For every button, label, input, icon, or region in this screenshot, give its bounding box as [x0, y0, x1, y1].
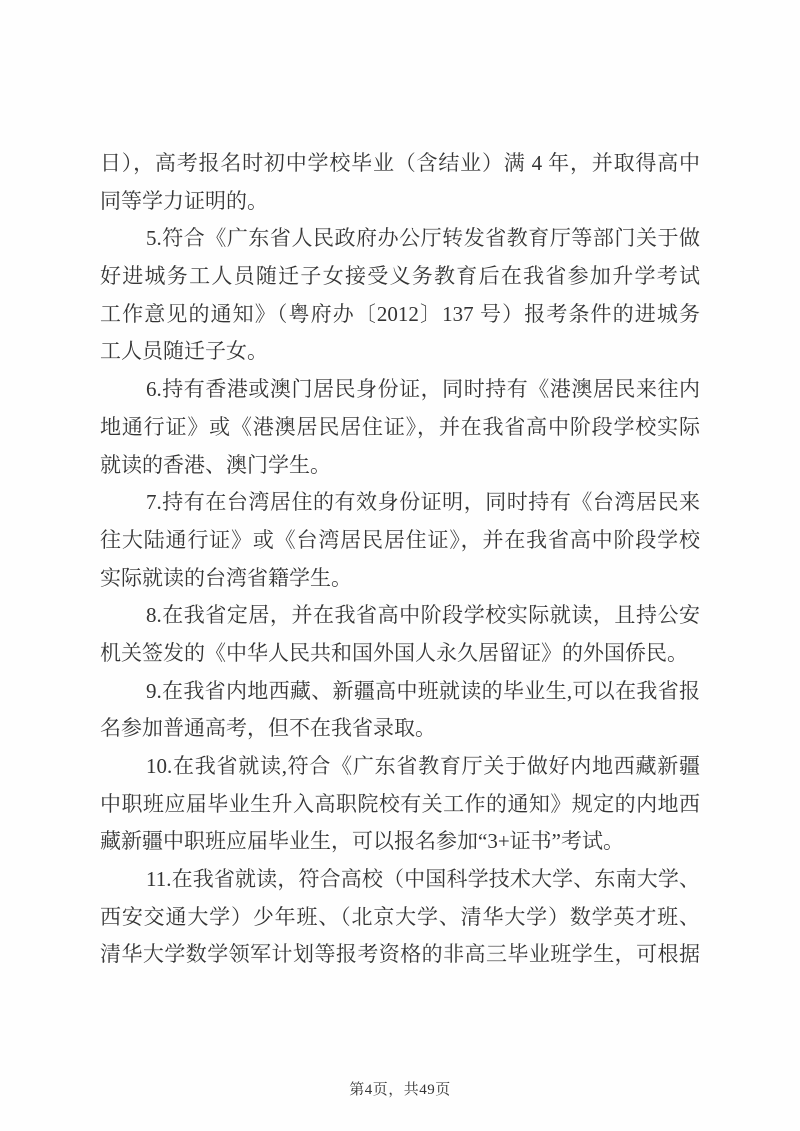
text-line: 11.在我省就读，符合高校（中国科学技术大学、东南大学、 [146, 867, 700, 892]
text-line: 9.在我省内地西藏、新疆高中班就读的毕业生,可以在我省报 [146, 678, 700, 703]
text-line: 工人员随迁子女。 [100, 339, 268, 364]
text-line: 藏新疆中职班应届毕业生，可以报名参加“3+证书”考试。 [100, 829, 624, 854]
text-line: 同等学力证明的。 [100, 188, 268, 213]
text-line: 8.在我省定居，并在我省高中阶段学校实际就读，且持公安 [146, 603, 700, 628]
text-line: 日），高考报名时初中学校毕业（含结业）满 4 年，并取得高中 [100, 151, 700, 175]
text-line: 实际就读的台湾省籍学生。 [100, 565, 352, 590]
text-line: 工作意见的通知》（粤府办〔2012〕137 号）报考条件的进城务 [100, 301, 700, 326]
text-line: 就读的香港、澳门学生。 [100, 452, 331, 477]
text-line: 西安交通大学）少年班、（北京大学、清华大学）数学英才班、 [100, 904, 700, 929]
page-footer: 第4页，共49页 [349, 1082, 451, 1098]
text-line: 机关签发的《中华人民共和国外国人永久居留证》的外国侨民。 [100, 640, 688, 665]
document-text-block [100, 145, 700, 974]
text-line: 5.符合《广东省人民政府办公厅转发省教育厅等部门关于做 [146, 226, 700, 251]
text-line: 清华大学数学领军计划等报考资格的非高三毕业班学生，可根据 [100, 942, 700, 967]
text-line: 往大陆通行证》或《台湾居民居住证》，并在我省高中阶段学校 [100, 527, 700, 552]
text-line: 名参加普通高考，但不在我省录取。 [100, 716, 436, 741]
text-line: 中职班应届毕业生升入高职院校有关工作的通知》规定的内地西 [100, 791, 700, 816]
text-line: 10.在我省就读,符合《广东省教育厅关于做好内地西藏新疆 [146, 754, 700, 778]
text-line: 7.持有在台湾居住的有效身份证明，同时持有《台湾居民来 [146, 490, 700, 515]
text-line: 6.持有香港或澳门居民身份证，同时持有《港澳居民来往内 [146, 377, 700, 402]
text-line: 好进城务工人员随迁子女接受义务教育后在我省参加升学考试 [100, 264, 700, 289]
text-line: 地通行证》或《港澳居民居住证》，并在我省高中阶段学校实际 [100, 414, 700, 439]
